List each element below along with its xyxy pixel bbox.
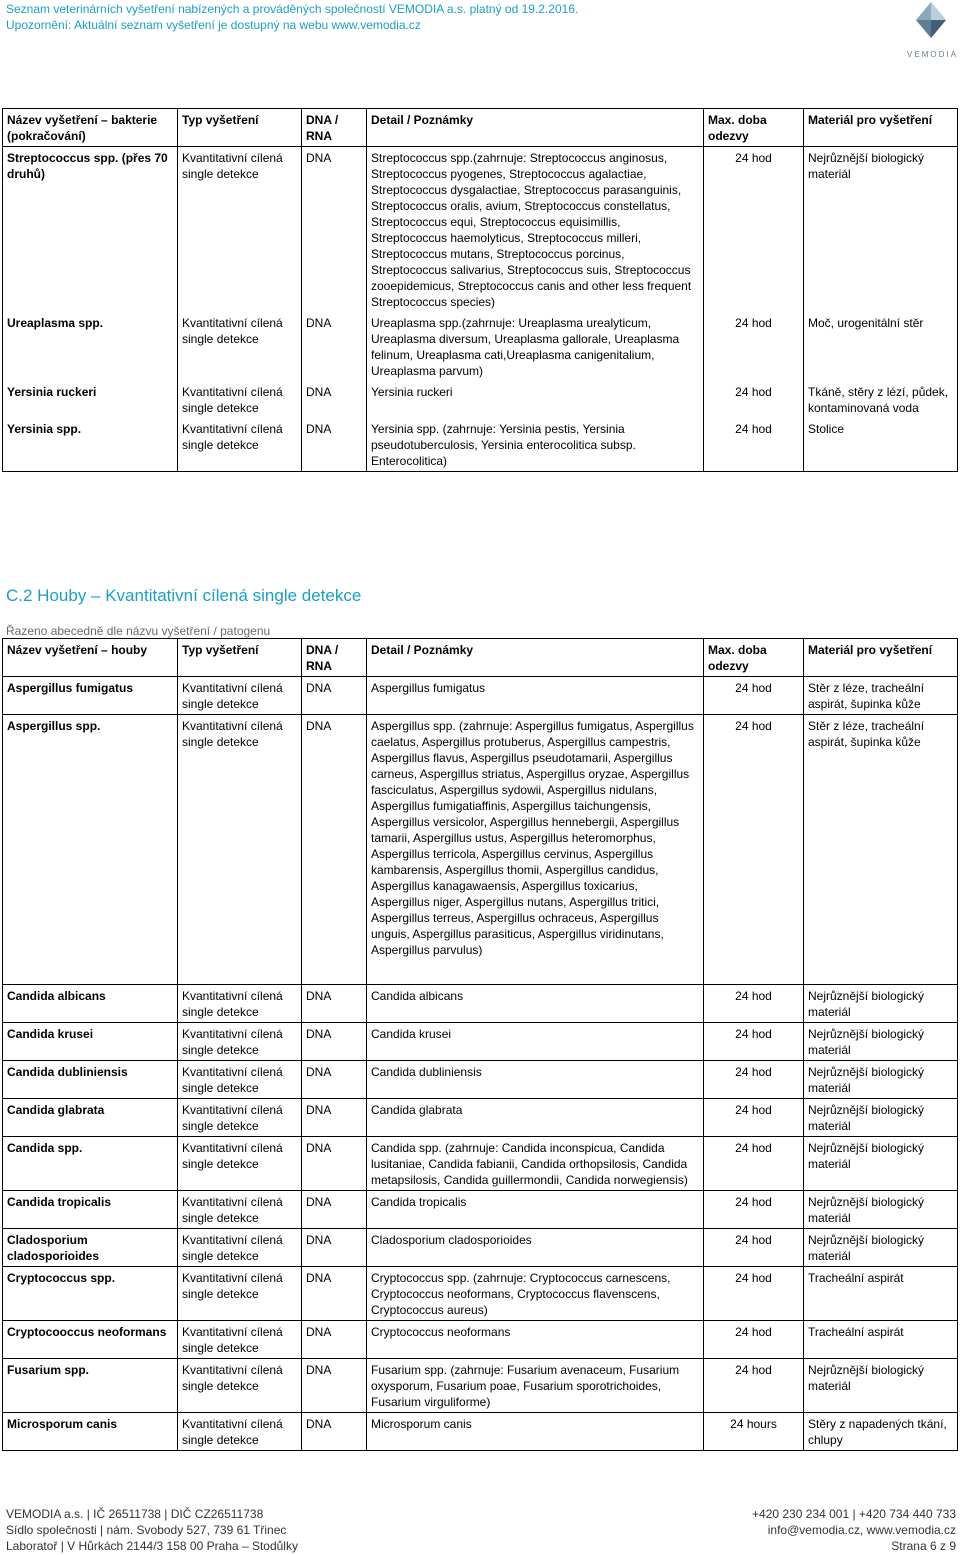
row-detail: Candida spp. (zahrnuje: Candida inconspicua, Candida lusitaniae, Candida fabianii, Candida orthopsilosis, Candida metapsilosis, Candida guillermondii, Candida norwegiensis)	[367, 1137, 704, 1191]
row-name: Candida tropicalis	[3, 1191, 178, 1229]
bacteria-table	[2, 108, 958, 472]
row-name: Fusarium spp.	[3, 1359, 178, 1413]
row-dna: DNA	[302, 1321, 367, 1359]
row-type: Kvantitativní cílená single detekce	[178, 1413, 302, 1451]
col-header-dna: DNA / RNA	[302, 639, 367, 677]
footer-lab: Laboratoř | V Hůrkách 2144/3 158 00 Praha – Stodůlky	[6, 1539, 298, 1553]
table-row	[3, 1137, 958, 1191]
row-type: Kvantitativní cílená single detekce	[178, 1321, 302, 1359]
row-material: Stěr z léze, tracheální aspirát, šupinka kůže	[804, 677, 958, 715]
row-time: 24 hod	[704, 1023, 804, 1061]
row-type: Kvantitativní cílená single detekce	[178, 418, 302, 472]
sort-note: Řazeno abecedně dle názvu vyšetření / patogenu	[6, 624, 271, 638]
col-header-dna: DNA / RNA	[302, 109, 367, 147]
table-row	[3, 715, 958, 985]
row-type: Kvantitativní cílená single detekce	[178, 1267, 302, 1321]
footer-address: Sídlo společnosti | nám. Svobody 527, 739 61 Třinec	[6, 1523, 287, 1537]
row-type: Kvantitativní cílená single detekce	[178, 381, 302, 418]
row-type: Kvantitativní cílená single detekce	[178, 715, 302, 985]
section-title: C.2 Houby – Kvantitativní cílená single detekce	[6, 586, 362, 605]
logo-text: VEMODIA	[907, 50, 958, 59]
row-material: Nejrůznější biologický materiál	[804, 1061, 958, 1099]
row-time: 24 hod	[704, 1191, 804, 1229]
row-name: Candida spp.	[3, 1137, 178, 1191]
row-material: Stěr z léze, tracheální aspirát, šupinka kůže	[804, 715, 958, 985]
footer-company: VEMODIA a.s. | IČ 26511738 | DIČ CZ26511738	[6, 1507, 264, 1521]
row-time: 24 hod	[704, 381, 804, 418]
row-material: Stěry z napadených tkání, chlupy	[804, 1413, 958, 1451]
row-type: Kvantitativní cílená single detekce	[178, 1359, 302, 1413]
header-line-1: Seznam veterinárních vyšetření nabízených a prováděných společností VEMODIA a.s. platný od 19.2.2016.	[6, 2, 579, 16]
col-header-detail: Detail / Poznámky	[367, 639, 704, 677]
row-dna: DNA	[302, 418, 367, 472]
row-detail: Aspergillus fumigatus	[367, 677, 704, 715]
footer-web: info@vemodia.cz, www.vemodia.cz	[767, 1523, 956, 1537]
row-detail: Microsporum canis	[367, 1413, 704, 1451]
row-dna: DNA	[302, 985, 367, 1023]
row-material: Tracheální aspirát	[804, 1267, 958, 1321]
row-material: Moč, urogenitální stěr	[804, 312, 958, 381]
row-dna: DNA	[302, 715, 367, 985]
row-dna: DNA	[302, 677, 367, 715]
row-type: Kvantitativní cílená single detekce	[178, 1137, 302, 1191]
table-row	[3, 1099, 958, 1137]
row-time: 24 hod	[704, 985, 804, 1023]
header-line-2: Upozornění: Aktuální seznam vyšetření je dostupný na webu www.vemodia.cz	[6, 18, 421, 32]
row-detail: Cryptococcus neoformans	[367, 1321, 704, 1359]
table-row	[3, 1359, 958, 1413]
row-detail: Yersinia spp. (zahrnuje: Yersinia pestis, Yersinia pseudotuberculosis, Yersinia enterocolitica subsp. Enterocolitica)	[367, 418, 704, 472]
row-name: Yersinia ruckeri	[3, 381, 178, 418]
row-name: Aspergillus fumigatus	[3, 677, 178, 715]
row-detail: Yersinia ruckeri	[367, 381, 704, 418]
row-name: Yersinia spp.	[3, 418, 178, 472]
row-time: 24 hod	[704, 1137, 804, 1191]
row-dna: DNA	[302, 1267, 367, 1321]
row-type: Kvantitativní cílená single detekce	[178, 1191, 302, 1229]
row-type: Kvantitativní cílená single detekce	[178, 312, 302, 381]
row-type: Kvantitativní cílená single detekce	[178, 677, 302, 715]
row-material: Stolice	[804, 418, 958, 472]
row-dna: DNA	[302, 1023, 367, 1061]
row-name: Ureaplasma spp.	[3, 312, 178, 381]
row-name: Candida glabrata	[3, 1099, 178, 1137]
row-time: 24 hod	[704, 1061, 804, 1099]
row-dna: DNA	[302, 1137, 367, 1191]
row-dna: DNA	[302, 1061, 367, 1099]
row-detail: Candida krusei	[367, 1023, 704, 1061]
row-detail: Candida albicans	[367, 985, 704, 1023]
row-time: 24 hod	[704, 312, 804, 381]
row-dna: DNA	[302, 1229, 367, 1267]
row-dna: DNA	[302, 147, 367, 313]
row-material: Tkáně, stěry z lézí, půdek, kontaminovaná voda	[804, 381, 958, 418]
row-detail: Candida tropicalis	[367, 1191, 704, 1229]
row-name: Cryptocooccus neoformans	[3, 1321, 178, 1359]
row-time: 24 hod	[704, 677, 804, 715]
row-type: Kvantitativní cílená single detekce	[178, 1023, 302, 1061]
row-detail: Cryptococcus spp. (zahrnuje: Cryptococcus carnescens, Cryptococcus neoformans, Cryptococcus flavenscens, Cryptococcus aureus)	[367, 1267, 704, 1321]
table-row	[3, 1023, 958, 1061]
table-row	[3, 1267, 958, 1321]
footer-page-number: Strana 6 z 9	[891, 1539, 956, 1553]
row-detail: Ureaplasma spp.(zahrnuje: Ureaplasma urealyticum, Ureaplasma diversum, Ureaplasma gallorale, Ureaplasma felinum, Ureaplasma cati,Ureaplasma canigenitalium, Ureaplasma parvum)	[367, 312, 704, 381]
row-time: 24 hod	[704, 715, 804, 985]
col-header-material: Materiál pro vyšetření	[804, 639, 958, 677]
col-header-time: Max. doba odezvy	[704, 639, 804, 677]
table-row	[3, 418, 958, 472]
row-detail: Fusarium spp. (zahrnuje: Fusarium avenaceum, Fusarium oxysporum, Fusarium poae, Fusarium sporotrichoides, Fusarium virguliforme)	[367, 1359, 704, 1413]
row-material: Nejrůznější biologický materiál	[804, 1229, 958, 1267]
document-header	[6, 1, 578, 33]
table-row	[3, 147, 958, 313]
table-row	[3, 1061, 958, 1099]
row-dna: DNA	[302, 381, 367, 418]
row-type: Kvantitativní cílená single detekce	[178, 147, 302, 313]
row-type: Kvantitativní cílená single detekce	[178, 1229, 302, 1267]
row-material: Nejrůznější biologický materiál	[804, 1099, 958, 1137]
row-name: Streptococcus spp. (přes 70 druhů)	[3, 147, 178, 313]
row-material: Nejrůznější biologický materiál	[804, 985, 958, 1023]
row-dna: DNA	[302, 1191, 367, 1229]
table-row	[3, 1229, 958, 1267]
row-dna: DNA	[302, 1099, 367, 1137]
table-row	[3, 1191, 958, 1229]
row-time: 24 hod	[704, 1099, 804, 1137]
col-header-type: Typ vyšetření	[178, 639, 302, 677]
row-time: 24 hod	[704, 1229, 804, 1267]
row-material: Tracheální aspirát	[804, 1321, 958, 1359]
table-header-row	[3, 639, 958, 677]
row-name: Candida dubliniensis	[3, 1061, 178, 1099]
col-header-type: Typ vyšetření	[178, 109, 302, 147]
table-row	[3, 985, 958, 1023]
row-detail: Aspergillus spp. (zahrnuje: Aspergillus fumigatus, Aspergillus caelatus, Aspergillus protuberus, Aspergillus campestris, Aspergillus flavus, Aspergillus pseudotamarii, Aspergillus carneus, Aspergillus striatus, Aspergillus oryzae, Aspergillus fasciculatus, Aspergillus sydowii, Aspergillus nidulans, Aspergillus fumigatiaffinis, Aspergillus taichungensis, Aspergillus versicolor, Aspergillus hennebergii, Aspergillus tamarii, Aspergillus ustus, Aspergillus heteromorphus, Aspergillus terricola, Aspergillus cervinus, Aspergillus kambarensis, Aspergillus thomii, Aspergillus candidus, Aspergillus kanagawaensis, Aspergillus toxicarius, Aspergillus niger, Aspergillus nutans, Aspergillus tritici, Aspergillus terreus, Aspergillus ochraceus, Aspergillus unguis, Aspergillus parasiticus, Aspergillus viridinutans, Aspergillus parvulus)	[367, 715, 704, 985]
table-header-row	[3, 109, 958, 147]
footer-contact-info	[752, 1506, 956, 1554]
row-dna: DNA	[302, 312, 367, 381]
row-name: Cryptococcus spp.	[3, 1267, 178, 1321]
row-name: Cladosporium cladosporioides	[3, 1229, 178, 1267]
row-material: Nejrůznější biologický materiál	[804, 1137, 958, 1191]
row-type: Kvantitativní cílená single detekce	[178, 1061, 302, 1099]
row-detail: Streptococcus spp.(zahrnuje: Streptococcus anginosus, Streptococcus pyogenes, Streptococcus agalactiae, Streptococcus dysgalactiae, Streptococcus parasanguinis, Streptococcus oralis, avium, Streptococcus constellatus, Streptococcus equi, Streptococcus equisimillis, Streptococcus haemolyticus, Streptococcus milleri, Streptococcus mutans, Streptococcus porcinus, Streptococcus salivarius, Streptococcus suis, Streptococcus zooepidemicus, Streptococcus canis and other less frequent Streptococcus species)	[367, 147, 704, 313]
row-material: Nejrůznější biologický materiál	[804, 147, 958, 313]
row-name: Candida krusei	[3, 1023, 178, 1061]
row-type: Kvantitativní cílená single detekce	[178, 985, 302, 1023]
row-time: 24 hours	[704, 1413, 804, 1451]
fungi-table	[2, 638, 958, 1451]
row-time: 24 hod	[704, 1321, 804, 1359]
row-detail: Candida glabrata	[367, 1099, 704, 1137]
col-header-time: Max. doba odezvy	[704, 109, 804, 147]
col-header-detail: Detail / Poznámky	[367, 109, 704, 147]
table-row	[3, 1321, 958, 1359]
row-material: Nejrůznější biologický materiál	[804, 1359, 958, 1413]
row-time: 24 hod	[704, 418, 804, 472]
col-header-name: Název vyšetření – bakterie (pokračování)	[3, 109, 178, 147]
row-material: Nejrůznější biologický materiál	[804, 1023, 958, 1061]
row-detail: Cladosporium cladosporioides	[367, 1229, 704, 1267]
footer-company-info	[6, 1506, 298, 1554]
table-row	[3, 677, 958, 715]
row-time: 24 hod	[704, 1267, 804, 1321]
row-name: Microsporum canis	[3, 1413, 178, 1451]
row-dna: DNA	[302, 1359, 367, 1413]
table-row	[3, 381, 958, 418]
row-time: 24 hod	[704, 1359, 804, 1413]
row-type: Kvantitativní cílená single detekce	[178, 1099, 302, 1137]
table-row	[3, 312, 958, 381]
row-material: Nejrůznější biologický materiál	[804, 1191, 958, 1229]
table-row	[3, 1413, 958, 1451]
row-name: Candida albicans	[3, 985, 178, 1023]
col-header-material: Materiál pro vyšetření	[804, 109, 958, 147]
row-dna: DNA	[302, 1413, 367, 1451]
row-time: 24 hod	[704, 147, 804, 313]
row-detail: Candida dubliniensis	[367, 1061, 704, 1099]
row-name: Aspergillus spp.	[3, 715, 178, 985]
footer-phone: +420 230 234 001 | +420 734 440 733	[752, 1507, 956, 1521]
col-header-name: Název vyšetření – houby	[3, 639, 178, 677]
